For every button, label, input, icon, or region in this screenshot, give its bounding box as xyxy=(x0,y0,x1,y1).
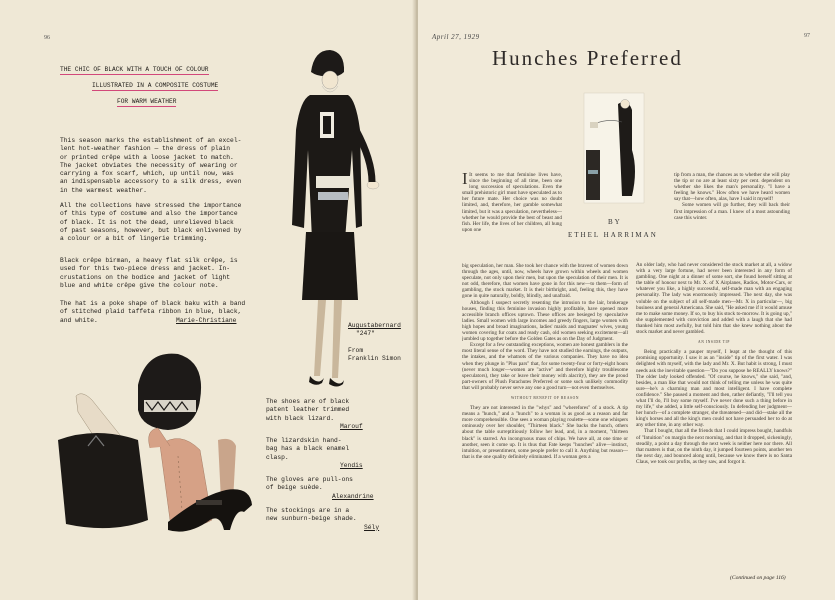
right-page-number: 97 xyxy=(804,33,810,39)
left-page-number: 96 xyxy=(44,35,50,41)
dress-model: "247" xyxy=(356,330,375,338)
text-line: patent leather trimmed xyxy=(266,406,350,414)
right-page xyxy=(418,0,835,600)
dress-from-label: From xyxy=(348,346,364,354)
subhead-benefit-of-reason: WITHOUT BENEFIT OF REASON xyxy=(510,395,580,400)
article-title: Hunches Preferred xyxy=(492,46,683,70)
text-line: of past seasons, however, but black enlivened by xyxy=(60,226,242,234)
paragraph: Except for a few outstanding exceptions, women are honest gamblers in the most literal sense of the word. They have not studied the earnings, the outputs, the intakes, and the whatnots of the various companies. They have no idea when they plunge in "Plus pars" that, for some twenty-four or forty-eight hours (never much longer—women are "active" and therefore highly troublesome speculators), they take or leave their money with alacrity), they are the proud part-owners of Plush Parachutes Preferred or some such unlikely commodity that will probably never serve any one a good turn—not even themselves. xyxy=(462,342,628,391)
byline-by: BY xyxy=(608,218,622,226)
text-line: The shoes are of black xyxy=(266,398,350,405)
text-line: and white. xyxy=(60,316,98,324)
text-line: in the warmest weather. xyxy=(60,186,147,194)
text-line: The hat is a poke shape of black baku with a band xyxy=(60,300,246,307)
subhead-inside-tip: AN INSIDE TIP xyxy=(698,340,730,345)
handbag-caption xyxy=(266,437,363,470)
stockings-caption xyxy=(266,507,379,532)
paragraph-4-signature: Marie-Christiane xyxy=(176,317,237,324)
paragraph: Some women will go further, they will back their first impression of a man. I knew of a most astounding case this winter. xyxy=(674,202,790,221)
headline-line-2: ILLUSTRATED IN A COMPOSITE COSTUME xyxy=(92,82,219,89)
text-line: of black. It is not the dead, unrelieved black xyxy=(60,218,234,226)
text-line: with black lizard. xyxy=(266,414,335,422)
text-line: of beige suède. xyxy=(266,484,323,492)
column-1-intro xyxy=(462,172,562,264)
paragraph: big speculation, her man. She took her chance with the bravest of women down through the ages, until, now, wheels have grown within wheels and women speculate, not only upon their men, but upon the speculation of their men. It is not odd, therefore, that women have gone in for this new—to them—form of gambling, the stock market. It is their birthright, and, feeling this, they have gone in quite naturally, boldly, blindly, and unafraid. xyxy=(462,263,628,300)
text-line: or printed crêpe with a loose jacket to match. xyxy=(60,153,234,161)
dress-maker: Augustabernard xyxy=(348,322,401,329)
shoes-maker: Marouf xyxy=(340,422,363,430)
text-line: of stitched plaid taffeta ribbon in blue, black, xyxy=(60,308,242,316)
column-2-body xyxy=(636,262,792,576)
text-line: Black crêpe birman, a heavy flat silk crêpe, is xyxy=(60,257,238,264)
text-line: an indispensable accessory to a silk dress, even xyxy=(60,178,242,186)
text-line: new sunburn-beige shade. xyxy=(266,515,357,523)
paragraph: tip from a man, the chances as to whether she will play the tip or no are at least sixty per cent. dependent on whether she likes the man's personality. "I have a feeling he knows." How often we have heard women say that—how often, alas, have I said it myself! xyxy=(674,172,790,203)
shoes-caption xyxy=(266,398,363,431)
continued-note: (Continued on page 116) xyxy=(730,575,786,581)
handbag-maker: Yendis xyxy=(340,461,363,469)
headline-line-1: THE CHIC OF BLACK WITH A TOUCH OF COLOUR xyxy=(60,66,209,73)
text-line: All the collections have stressed the importance xyxy=(60,202,242,209)
paragraph: An older lady, who had never considered the stock market at all, a widow with a very large fortune, had never been interested in any form of gambling. One night at a dinner of some sort, she found herself sitting at the table of honour next to Mr. X. of X Airplanes, Radios, Motor-Cars, or whatever you like, a highly successful, self-made man with an engaging personality. The lady was enormously impressed. The next day, she was voluble on the subject of all self-made men—Mr. X in particular—, big business and general Americana. She said, "He asked me if it would amuse me to make some money. If so, to buy his stock to-morrow. It is going up," she supplemented with conviction and added with a laugh that she had thanked him most awfully, but told him that she knew nothing about the stock market and never gambled. xyxy=(636,262,792,336)
text-line: bag has a black enamel xyxy=(266,445,350,453)
left-page xyxy=(0,0,416,600)
text-line: The gloves are pull-ons xyxy=(266,476,353,483)
paragraph: Being practically a pauper myself, I leapt at the thought of this promising opportunity. I saw it as an "inside" tip of the first water. I was delighted with myself, with the lady and Mr. X. But habit is strong, I must needs ask the inevitable question—"Do you suppose he REALLY knows?" The older lady looked offended. "Of course, he knows," she said, "and, besides, a man like that would not think of telling me unless he was quite sure—he's a charming man and most intelligent. I have complete confidence." She paused a moment and then, rather defiantly, "I'll tell you what I'll do, I'll buy some myself. I've never done such a thing before in my life," she added, a little self-consciously. In defending her judgment—her hunch—of a complete stranger, she threatened—and did—stake all the king's horses and all the king's men could not have persuaded her to do at any other time, in any other way. xyxy=(636,349,792,429)
headline-line-3: FOR WARM WEATHER xyxy=(117,98,177,105)
text-line: lent hot-weather fashion — the dress of plain xyxy=(60,145,231,153)
column-2-intro xyxy=(674,172,790,258)
gloves-caption xyxy=(266,476,374,501)
text-line: crustations on the bodice and jacket of light xyxy=(60,273,231,281)
text-line: blue and white crêpe give the colour note. xyxy=(60,281,219,289)
drop-cap: I xyxy=(462,172,468,188)
dress-store: Franklin Simon xyxy=(348,354,401,362)
text-line: The stockings are in a xyxy=(266,507,350,514)
text-line: This season marks the establishment of an excel- xyxy=(60,137,242,144)
column-1-body xyxy=(462,263,628,581)
paragraph: They are not interested in the "whys" and "wherefores" of a stock. A tip means a "hunch," and a "hunch" to a woman is as good as a reason and far more comprehensible. One sees a woman playing roulette—some one whispers ominously over her shoulder, "Thirteen black." She backs the hunch, others about the table surreptitiously follow her lead, and, in a moment, "thirteen black" is starred. An incongruous mass of chips. We have all, at one time or another, seen it come up. It is thus that Fate keeps "hunches" alive—instinct, intuition, or presentiment, some people prefer to call it. Anything but reason—that is the one quality definitely eliminated. If a woman gets a xyxy=(462,405,628,460)
text-line: of this type of costume and also the importance xyxy=(60,210,238,218)
text-line: used for this two-piece dress and jacket. In- xyxy=(60,265,231,273)
text-line: The jacket obviates the necessity of wearing or xyxy=(60,161,238,169)
text-line: The lizardskin hand- xyxy=(266,437,342,444)
gloves-maker: Alexandrine xyxy=(332,492,374,500)
intro-text: It seems to me that feminine lives have, since the beginning of all time, been one long succession of speculations. Even the small prehistoric girl must have speculated as to her future mate. Her choice was no doubt limited, and, therefore, her gamble somewhat limited, but it was a speculation, nevertheless—whether he would provide the best of beast and fish. Her life, the lives of her children, all hung upon one xyxy=(462,172,562,233)
byline-author: ETHEL HARRIMAN xyxy=(568,231,658,239)
text-line: carrying a fox scarf, which, up until now, was xyxy=(60,170,234,178)
paragraph: That I bought, that all the friends that I could impress bought, handfuls of "Intuition" on margin the next morning, and that it dropped, sickeningly, steadily, a point a day through the next week is neither here nor there. All that matters is that, on the ninth day, it jumped fourteen points, another ten the next day, and bounced along until, because we know there is no Santa Claus, we took our profits, as they saw, and forgot it. xyxy=(636,428,792,465)
stockings-maker: Sély xyxy=(364,523,380,531)
issue-date: April 27, 1929 xyxy=(432,33,480,41)
text-line: a colour or a bit of lingerie trimming. xyxy=(60,235,208,243)
text-line: clasp. xyxy=(266,453,289,461)
paragraph: Although I suspect secretly resenting the intrusion to the lair, brokerage houses, finding this feminine invasion highly profitable, have opened more accessible branch offices uptown. These offices are besieged by speculative ladies. Small women with large incomes and greedy fingers, large women with high hopes and broad imaginations, ladies' maids and magnates' wives, young women covering fur coats and ready cash, old women seeking excitement—all jumbled up together before the Golden Gates as on the Day of Judgment. xyxy=(462,299,628,343)
